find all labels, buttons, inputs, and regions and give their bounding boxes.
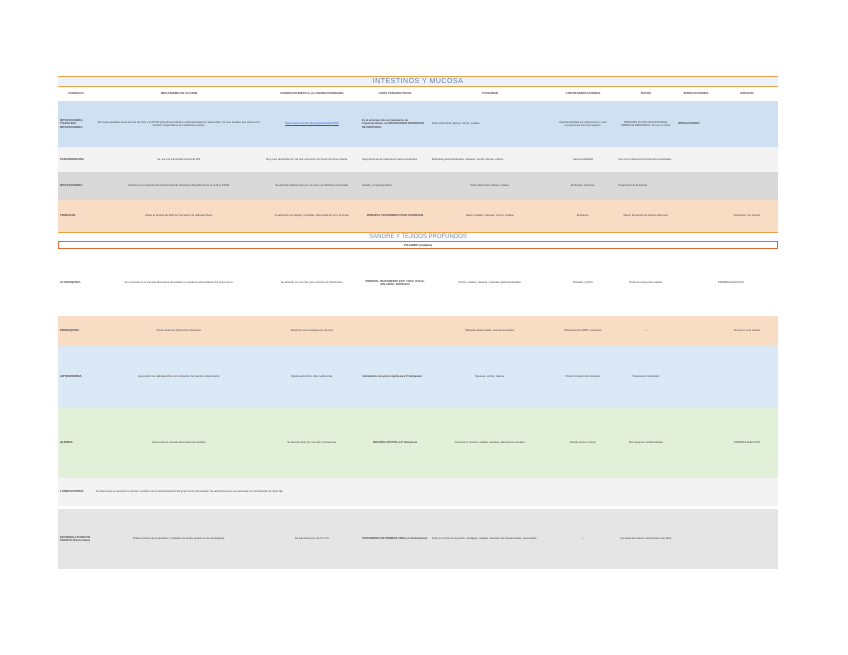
table-cell: Se usa en cura radical. (716, 316, 778, 346)
table-row (58, 478, 778, 506)
header-farmacocinetica: FARMACOCINETICA y/o FARMACODINAMIA (264, 87, 360, 101)
table-cell: Se absorbe por vía oral; gran volumen de distribución. (264, 250, 360, 316)
table-cell (360, 316, 430, 346)
table-row (58, 200, 778, 232)
table-cell: Se absorbe bien por vía oral o intravenosa. (264, 408, 360, 478)
document-sheet (58, 76, 778, 569)
table-cell: La absorción es rápida y completa. Vida media de 12 a 14 horas. (264, 200, 360, 232)
table-cell: Molestias abdominales, anemia hemolítica. (430, 316, 550, 346)
table-cell: Uso como tratamiento luminal de la amebiasis. (616, 147, 676, 172)
table-cell: Hipersensibilidad (550, 147, 616, 172)
table-cell: LUMEFANTRINA (58, 478, 94, 506)
header-usos: USOS TERAPEUTICOS (360, 87, 430, 101)
table-cell: Los pacientes deben monitorizarse con ECG. (616, 509, 676, 569)
table-cell: Dolor abdominal, diarrea, cefalea. (430, 172, 550, 200)
table-cell: PRIMERA ELECCION (716, 408, 778, 478)
table-cell: Interacción con alcohol. (716, 200, 778, 232)
header-datos: DATOS (616, 87, 676, 101)
header-farmaco: FARMACO (58, 87, 94, 101)
table-cell: Inhibe enzimas de la glucólisis y oxidación de ácidos grasos en los amastigotes. (94, 509, 264, 569)
table-cell: Sabor metálico, náuseas, vómito, cefalea. (430, 200, 550, 232)
table-cell: Cinconismo: tinnitus, cefalea, náuseas, alteraciones visuales. (430, 408, 550, 478)
section-title-intestinos: INTESTINOS Y MUCOSA (58, 76, 778, 87)
drug-table-2 (58, 250, 778, 569)
table-cell: Inhibe la síntesis de ADN por formación de radicales libres. (94, 200, 264, 232)
table-cell: Se desconoce el mecanismo preciso; interfiere con la desintoxicación del grupo hemo del parásito. Se administra junto con arteméter en combinación de dosis fija. (94, 478, 778, 506)
table-cell: Dosis de carga para malaria. (616, 250, 676, 316)
table-cell: TINIDAZOL (58, 200, 94, 232)
table-cell: Es el principal sitio de tratamiento de Cryptosporidium, en NITAZOXANIDA DESORCION DE PROTOZOO. (360, 101, 430, 147)
table-cell: — (616, 316, 676, 346)
table-cell: Psoriasis, porfiria. (550, 250, 616, 316)
table-cell: Se inspira probablemente al nivel del ciclo y el PFOR (piruvato-ferredoxina oxidorreductasa) en anaerobios. Se cree también que actúa como ionóforo. Dependiente de metabolismo activo. (94, 101, 264, 147)
header-row (58, 87, 778, 101)
table-row (58, 172, 778, 200)
table-cell: PRIMAQUINA (58, 316, 94, 346)
header-mecanismo: MECANISMO DE ACCION (94, 87, 264, 101)
table-cell: Primer trimestre del embarazo. (550, 346, 616, 408)
table-cell: PRINCIPIO ACTIVO NITAZOXANIDA, FARMACIA PEDIATRICA. Se usa en niños. (616, 101, 676, 147)
table-cell: Se administra por vía IV o IM. (264, 509, 360, 569)
table-cell: Rápida absorción; vida media corta. (264, 346, 360, 408)
table-row (58, 408, 778, 478)
table-cell: Se une a la subunidad ribosomal 30S. (94, 147, 264, 172)
header-espacio: ESPACIO (716, 87, 778, 101)
table-cell: Actúa sobre la vacuola alimentaria del parásito. (94, 408, 264, 478)
header-toxicidad: TOXICIDAD (430, 87, 550, 101)
table-cell: Alto riesgo de cardiotoxicidad. (616, 408, 676, 478)
table-cell: Menor frecuencia de efectos adversos. (616, 200, 676, 232)
table-row (58, 316, 778, 346)
table-cell: Embarazo. (550, 200, 616, 232)
table-cell: ARTEMISININA (58, 346, 94, 408)
table-cell: CLOROQUINA (58, 250, 94, 316)
table-cell: PRINCIPAL TRATAMIENTO PARA GIARDIASIS (360, 200, 430, 232)
table-cell: Absorción casi completa por vía oral. (264, 316, 360, 346)
table-cell: Muy poco absorbida por vía oral; excreción por heces de forma intacta. (264, 147, 360, 172)
table-cell: Actúa contra los hipnozoítos hepáticos. (94, 316, 264, 346)
table-cell: Embarazo, lactancia. (550, 172, 616, 200)
table-cell: Se absorbe rápidamente por vía oral y se hidroliza a tizoxanida. (264, 172, 360, 200)
table-row (58, 509, 778, 569)
table-cell: Generación de radicales libres por activación del puente endoperóxido. (94, 346, 264, 408)
table-cell: Dolor en el sitio de inyección, artralgias, mialgias, elevación de transaminasas, pancreatitis. (430, 509, 550, 569)
table-cell: QUININA (58, 408, 94, 478)
table-cell: Interfiere en la reacción de transferencia de electrones dependiente de la enzima PFOR. (94, 172, 264, 200)
table-cell: PRIMERA ELECCION (716, 250, 778, 316)
table-cell: INTERACCIONES (676, 101, 716, 147)
table-row (58, 101, 778, 147)
drug-table-1 (58, 87, 778, 232)
table-cell: Segunda línea de tratamiento para la amebiasis. (360, 147, 430, 172)
table-cell: Deficiencia de G6PD, embarazo. (550, 316, 616, 346)
table-cell: Se concentra en la vacuola alimentaria del parásito e impide la polimerización del grupo hemo. (94, 250, 264, 316)
table-cell: PAROMOMICINA (58, 147, 94, 172)
table-cell: Molestias gastrointestinales, náuseas, vómito, diarrea, cólicos. (430, 147, 550, 172)
table-row (58, 250, 778, 316)
table-cell: NITAZOXANIDA (58, 172, 94, 200)
table-cell: Hipersensibilidad al medicamento o a los componentes de la formulación. (550, 101, 616, 147)
table-cell: SEGUNDA OPCION en P. falciparum (360, 408, 430, 478)
table-cell: Tratamiento combinado. (616, 346, 676, 408)
table-cell: TRATAMIENTO DE PRIMERA LINEA en leishmaniasis. (360, 509, 430, 569)
table-cell: Dolor abdominal, diarrea, vómito, cefalea. (430, 101, 550, 147)
section-title-sangre: SANGRE Y TEJIDOS PROFUNDOS (58, 232, 778, 241)
header-interacciones: INTERACCIONES (676, 87, 716, 101)
table-row (58, 346, 778, 408)
table-cell: Prurito, cefalea, náuseas, molestias gastrointestinales. (430, 250, 550, 316)
table-cell: Náuseas, vómito, diarrea. (430, 346, 550, 408)
table-cell: Antimalárico de acción rápida para P. falciparum. (360, 346, 430, 408)
table-cell: ESTIBOGLUCONATO SODICO (Pentostam) (58, 509, 94, 569)
table-cell: Neuritis óptica, tinnitus. (550, 408, 616, 478)
table-cell: NITAZOXANIDA, TIAZOLIDA NITAZOXANIDA (58, 101, 94, 147)
section-subtitle-filagrio: FILAGRIO (malaria) (58, 241, 778, 249)
table-cell: — (550, 509, 616, 569)
table-cell: Giardia y Cryptosporidium. (360, 172, 430, 200)
reference-link[interactable]: https://www.ncbi.nlm.nih.gov/pmc/articles/PMC (285, 122, 339, 126)
table-cell: Tratamiento de la diarrea. (616, 172, 676, 200)
table-cell: PRINCIPAL TRATAMIENTO EN P. VIVAX, OVALE, MALARIAE, KNOWLESI (360, 250, 430, 316)
header-contraindicaciones: CONTRAINDICACIONES (550, 87, 616, 101)
table-row (58, 147, 778, 172)
